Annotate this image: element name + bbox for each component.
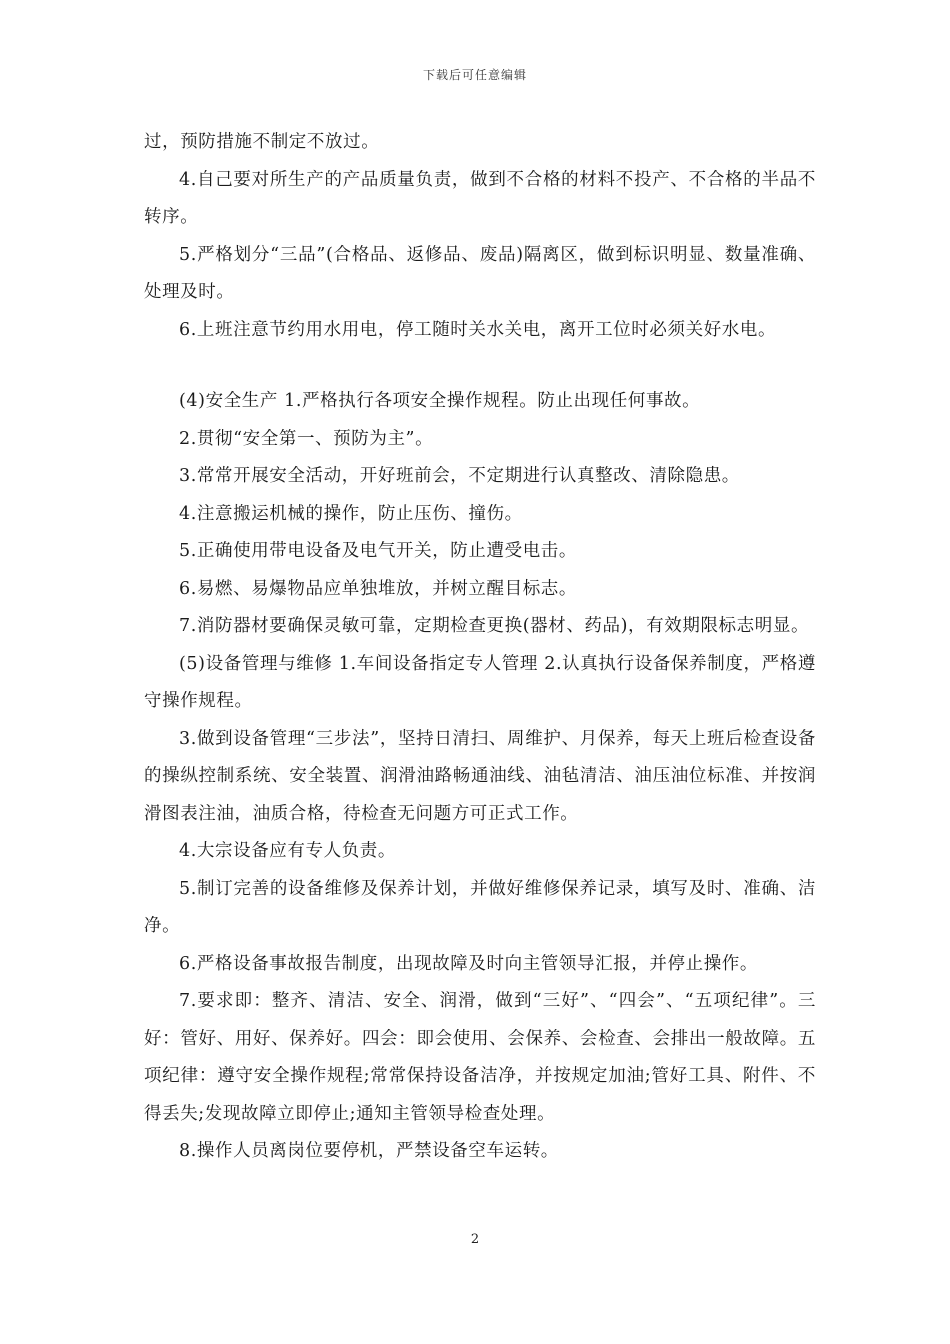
paragraph-quality-5: 5.严格划分“三品”(合格品、返修品、废品)隔离区，做到标识明显、数量准确、处理及时。 — [144, 244, 816, 302]
paragraph-safety-5: 5.正确使用带电设备及电气开关，防止遭受电击。 — [179, 541, 577, 561]
paragraph-equipment-4: 4.大宗设备应有专人负责。 — [179, 841, 396, 861]
paragraph-safety-heading: (4)安全生产 1.严格执行各项安全操作规程。防止出现任何事故。 — [179, 391, 701, 411]
paragraph-safety-4: 4.注意搬运机械的操作，防止压伤、撞伤。 — [179, 503, 523, 524]
paragraph-quality-6: 6.上班注意节约用水用电，停工随时关水关电，离开工位时必须关好水电。 — [179, 319, 777, 340]
page-number: 2 — [470, 1232, 480, 1247]
paragraph-equipment-8: 8.操作人员离岗位要停机，严禁设备空车运转。 — [179, 1141, 559, 1161]
paragraph-safety-2: 2.贯彻“安全第一、预防为主”。 — [179, 428, 434, 449]
paragraph-quality-4: 4.自己要对所生产的产品质量负责，做到不合格的材料不投产、不合格的半品不转序。 — [144, 169, 816, 227]
page-header: 下载后可任意编辑 — [422, 68, 527, 82]
paragraph-equipment-7: 7.要求即：整齐、清洁、安全、润滑，做到“三好”、“四会”、“五项纪律”。三好：管好、用好、保养好。四会：即会使用、会保养、会检查、会排出一般故障。五项纪律：遵守安全操作规程;常常保持设备洁净，并按规定加油;管好工具、附件、不得丢失;发现故障立即停止;通知主管领导检查处理。 — [144, 991, 816, 1124]
paragraph-continuation: 过，预防措施不制定不放过。 — [144, 132, 380, 152]
paragraph-safety-3: 3.常常开展安全活动，开好班前会，不定期进行认真整改、清除隐患。 — [179, 466, 740, 486]
paragraph-safety-7: 7.消防器材要确保灵敏可靠，定期检查更换(器材、药品)，有效期限标志明显。 — [179, 616, 810, 636]
paragraph-gap — [144, 349, 816, 383]
document-body — [144, 124, 816, 1171]
paragraph-equipment-5: 5.制订完善的设备维修及保养计划，并做好维修保养记录，填写及时、准确、洁净。 — [144, 878, 816, 936]
paragraph-equipment-heading: (5)设备管理与维修 1.车间设备指定专人管理 2.认真执行设备保养制度，严格遵守操作规程。 — [144, 653, 816, 711]
paragraph-equipment-6: 6.严格设备事故报告制度，出现故障及时向主管领导汇报，并停止操作。 — [179, 953, 758, 974]
paragraph-safety-6: 6.易燃、易爆物品应单独堆放，并树立醒目标志。 — [179, 578, 577, 599]
paragraph-equipment-3: 3.做到设备管理“三步法”，坚持日清扫、周维护、月保养，每天上班后检查设备的操纵控制系统、安全装置、润滑油路畅通油线、油毡清洁、油压油位标准、并按润滑图表注油，油质合格，待检查无问题方可正式工作。 — [144, 728, 816, 824]
